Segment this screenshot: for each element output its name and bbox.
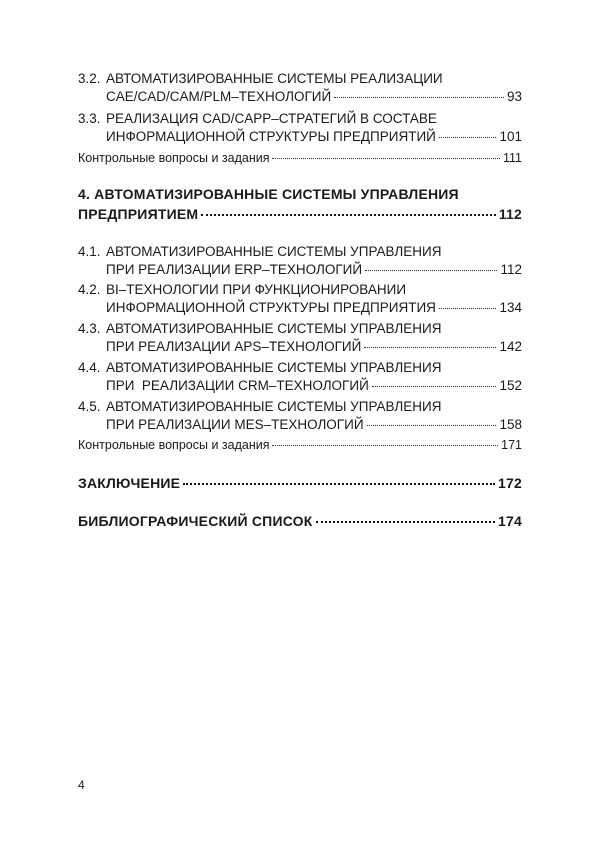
section-title: BI–ТЕХНОЛОГИИ ПРИ ФУНКЦИОНИРОВАНИИ	[106, 282, 407, 297]
page-number: 93	[506, 89, 522, 104]
section-number: 3.2.	[78, 71, 101, 86]
page-number: 172	[498, 475, 522, 491]
page-number: 142	[499, 339, 522, 354]
page-number: 111	[502, 151, 522, 165]
dot-leader	[372, 386, 497, 387]
section-number: 4.5.	[78, 399, 101, 414]
dot-leader	[316, 521, 496, 523]
section-number: 3.3.	[78, 111, 101, 126]
toc-conclusion[interactable]	[78, 473, 522, 493]
toc-entry-4-5[interactable]	[78, 398, 522, 434]
dot-leader	[439, 137, 497, 138]
section-title: АВТОМАТИЗИРОВАННЫЕ СИСТЕМЫ РЕАЛИЗАЦИИ	[106, 71, 443, 86]
page-number: 171	[501, 438, 522, 452]
section-title-cont: ПРИ РЕАЛИЗАЦИИ ERP–ТЕХНОЛОГИЙ	[106, 262, 363, 277]
dot-leader	[439, 308, 497, 309]
dot-leader	[201, 214, 496, 216]
dot-leader	[272, 158, 500, 159]
chapter-title-cont: ПРЕДПРИЯТИЕМ	[78, 206, 199, 222]
section-title: АВТОМАТИЗИРОВАННЫЕ СИСТЕМЫ УПРАВЛЕНИЯ	[106, 360, 442, 375]
page-number: 101	[499, 129, 522, 144]
toc-entry-4-4[interactable]	[78, 359, 522, 395]
section-title: РЕАЛИЗАЦИЯ CAD/CAPP–СТРАТЕГИЙ В СОСТАВЕ	[106, 111, 437, 126]
section-title-cont: ПРИ РЕАЛИЗАЦИИ APS–ТЕХНОЛОГИЙ	[106, 339, 362, 354]
section-title-cont: ИНФОРМАЦИОННОЙ СТРУКТУРЫ ПРЕДПРИЯТИЯ	[106, 300, 436, 315]
section-number: 4.4.	[78, 360, 101, 375]
page-number: 158	[499, 417, 522, 432]
section-title-cont: CAE/CAD/CAM/PLM–ТЕХНОЛОГИЙ	[106, 89, 332, 104]
toc-entry-4-2[interactable]	[78, 281, 522, 317]
dot-leader	[183, 483, 495, 485]
toc-entry-3-2[interactable]	[78, 70, 522, 106]
page-number: 152	[499, 378, 522, 393]
section-title-cont: ПРИ РЕАЛИЗАЦИИ MES–ТЕХНОЛОГИЙ	[106, 417, 364, 432]
toc-entry-4-3[interactable]	[78, 320, 522, 356]
chapter-title: БИБЛИОГРАФИЧЕСКИЙ СПИСОК	[78, 513, 313, 529]
toc-chapter-4[interactable]	[78, 184, 522, 224]
section-title: АВТОМАТИЗИРОВАННЫЕ СИСТЕМЫ УПРАВЛЕНИЯ	[106, 399, 442, 414]
section-title: АВТОМАТИЗИРОВАННЫЕ СИСТЕМЫ УПРАВЛЕНИЯ	[106, 321, 442, 336]
dot-leader	[367, 425, 497, 426]
chapter-title: 4. АВТОМАТИЗИРОВАННЫЕ СИСТЕМЫ УПРАВЛЕНИЯ	[78, 186, 459, 202]
page-number: 112	[498, 206, 522, 222]
section-number: 4.2.	[78, 282, 101, 297]
section-title-cont: ИНФОРМАЦИОННОЙ СТРУКТУРЫ ПРЕДПРИЯТИЙ	[106, 129, 436, 144]
dot-leader	[364, 347, 496, 348]
page-number: 134	[499, 300, 522, 315]
toc-entry-questions-4[interactable]	[78, 436, 522, 454]
section-title: Контрольные вопросы и задания	[78, 438, 270, 452]
dot-leader	[272, 445, 498, 446]
section-title: Контрольные вопросы и задания	[78, 151, 270, 165]
toc-entry-questions-3[interactable]	[78, 149, 522, 167]
toc-bibliography[interactable]	[78, 511, 522, 531]
toc-entry-4-1[interactable]	[78, 243, 522, 279]
toc-entry-3-3[interactable]	[78, 110, 522, 146]
dot-leader	[334, 97, 504, 98]
page-number: 112	[500, 262, 522, 277]
section-title-cont: ПРИ РЕАЛИЗАЦИИ CRM–ТЕХНОЛОГИЙ	[106, 378, 369, 393]
section-number: 4.3.	[78, 321, 101, 336]
page-footer-number: 4	[78, 778, 85, 792]
page-number: 174	[498, 513, 522, 529]
section-number: 4.1.	[78, 244, 101, 259]
chapter-title: ЗАКЛЮЧЕНИЕ	[78, 475, 181, 491]
section-title: АВТОМАТИЗИРОВАННЫЕ СИСТЕМЫ УПРАВЛЕНИЯ	[106, 244, 442, 259]
dot-leader	[365, 270, 497, 271]
